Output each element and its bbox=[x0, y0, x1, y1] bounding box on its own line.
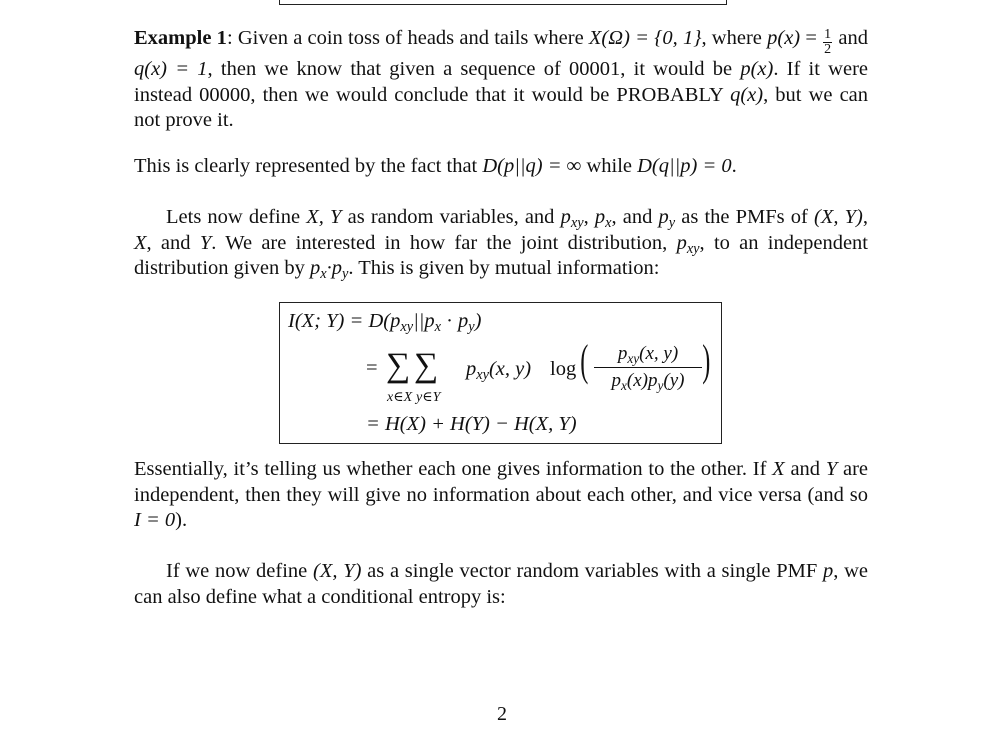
conditional-entropy-paragraph: If we now define (X, Y) as a single vector random variables with a single PMF p, we can also define what a conditional entropy is: bbox=[134, 560, 868, 608]
left-paren: ( bbox=[580, 336, 589, 385]
equation-line-3: = H(X) + H(Y) − H(X, Y) bbox=[366, 413, 577, 435]
previous-equation-box-edge bbox=[279, 0, 727, 5]
sum-subscript-x: x∈X bbox=[387, 390, 413, 405]
joint-pmf-term: $p_{xy}(x$, y) bbox=[466, 358, 532, 383]
log-fraction: $p_{xy}(x$, y) $p_x(x)p_y(y)$ bbox=[594, 343, 702, 392]
example-paragraph: Example 1: Given a coin toss of heads and tails where X(Ω) = {0, 1}, where p(x) = $\frac{1}{2}$ and q(x) = 1, then we know that given a sequence of 00001, it would be p(x). If it were instead 00000, then we would conclude that it would be PROBABLY q(x), but we can not prove it. bbox=[134, 27, 869, 132]
example-label: Example 1 bbox=[134, 27, 227, 49]
sum-subscript-y: y∈Y bbox=[416, 390, 441, 405]
divergence-paragraph: This is clearly represented by the fact that D(p||q) = ∞ while D(q||p) = 0. bbox=[134, 155, 737, 177]
sum-over-y-symbol: ∑ bbox=[414, 347, 439, 384]
right-paren: ) bbox=[702, 336, 711, 385]
sum-over-x-symbol: ∑ bbox=[386, 347, 411, 384]
one-half-fraction: $\frac{1}{2}$ bbox=[824, 27, 832, 57]
interpretation-paragraph: Essentially, it’s telling us whether each one gives information to the other. If X and Y are independent, then they will give no information about each other, and vice versa (and so I = 0). bbox=[134, 458, 868, 532]
mutual-information-equation-box bbox=[279, 302, 722, 444]
log-function: log bbox=[550, 358, 577, 380]
page-number: 2 bbox=[497, 703, 507, 725]
pmf-definition-paragraph: Lets now define X, Y as random variables, and $p_{xy}$, $p_x$, and $p_y$ as the PMFs of (X, Y), X, and Y. We are interested in how far the joint distribution, $p_{xy}$, to an independent distribution given by $p_x\cdot p_y$. This is given by mutual information: bbox=[134, 206, 868, 283]
equation-line-1: I(X; $Y) = D(p_{xy}||p_x \cdot p_y)$ bbox=[288, 310, 482, 335]
equation-line-2-eq: = bbox=[366, 357, 378, 379]
